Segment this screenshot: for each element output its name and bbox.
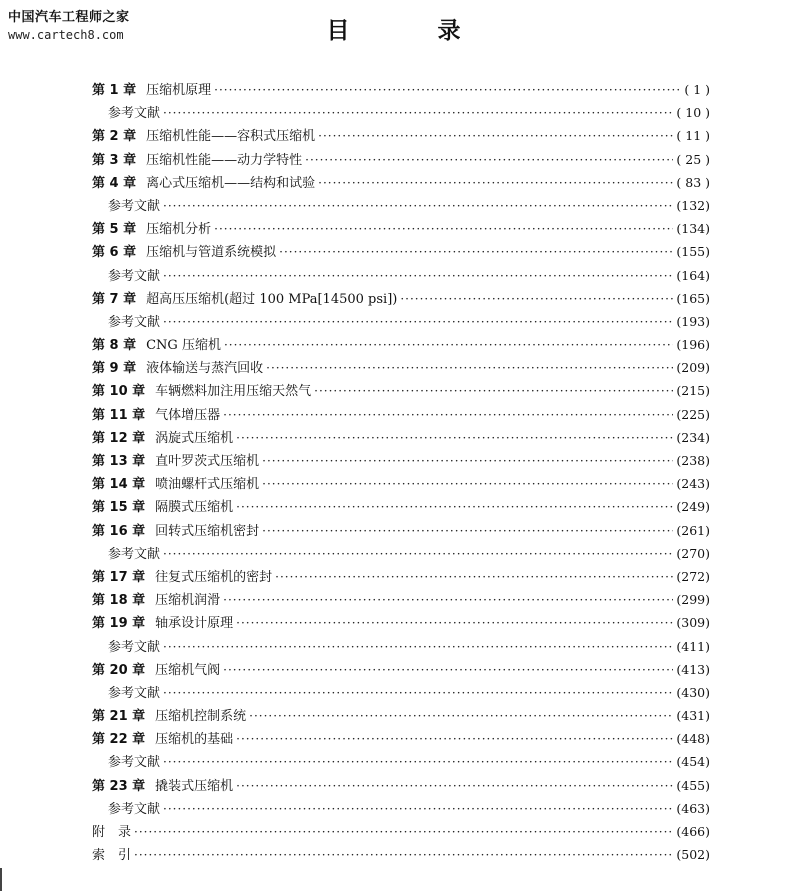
chapter-number: 第 12 章: [92, 430, 146, 446]
chapter-number: 第 10 章: [92, 384, 146, 400]
page-number: (455): [676, 777, 710, 793]
entry-title: 参考文献: [108, 314, 161, 330]
dot-leader: [262, 520, 673, 543]
chapter-number: 第 11 章: [92, 407, 146, 423]
toc-entry-chapter: [92, 356, 710, 379]
dot-leader: [163, 543, 673, 566]
toc-list: [92, 78, 710, 866]
toc-entry-chapter: [92, 78, 710, 101]
chapter-number: 第 17 章: [92, 569, 146, 585]
chapter-number: 第 23 章: [92, 778, 146, 794]
page-number: (164): [676, 267, 710, 283]
entry-title: 压缩机分析: [146, 222, 212, 238]
dot-leader: [275, 566, 673, 589]
toc-entry-chapter: [92, 426, 710, 449]
page-number: (448): [676, 731, 710, 747]
entry-title: 轴承设计原理: [155, 616, 234, 632]
toc-entry-chapter: [92, 472, 710, 495]
chapter-number: 第 9 章: [92, 361, 137, 377]
toc-entry-references: [92, 681, 710, 704]
toc-entry-chapter: [92, 124, 710, 147]
page-title: 目 录: [326, 18, 501, 44]
entry-title: 气体增压器: [155, 407, 221, 423]
entry-title: 喷油螺杆式压缩机: [155, 477, 260, 493]
chapter-number: 第 4 章: [92, 175, 137, 191]
toc-entry-chapter: [92, 519, 710, 542]
page-number: (309): [676, 615, 710, 631]
dot-leader: [163, 682, 673, 705]
entry-title: 压缩机气阀: [155, 662, 221, 678]
chapter-number: 第 18 章: [92, 593, 146, 609]
entry-title: 参考文献: [108, 801, 161, 817]
dot-leader: [236, 728, 673, 751]
chapter-number: 第 2 章: [92, 129, 137, 145]
page-number: ( 11 ): [676, 128, 710, 144]
dot-leader: [134, 844, 673, 867]
chapter-number: 第 8 章: [92, 338, 137, 354]
dot-leader: [163, 265, 673, 288]
entry-title: 参考文献: [108, 106, 161, 122]
dot-leader: [163, 636, 673, 659]
dot-leader: [279, 241, 673, 264]
entry-title: 压缩机性能——容积式压缩机: [146, 129, 316, 145]
page-number: (430): [676, 684, 710, 700]
toc-entry-chapter: [92, 658, 710, 681]
dot-leader: [318, 125, 673, 148]
chapter-number: 第 3 章: [92, 152, 137, 168]
toc-entry-references: [92, 310, 710, 333]
page-number: (413): [676, 661, 710, 677]
dot-leader: [314, 380, 673, 403]
page-number: (238): [676, 453, 710, 468]
dot-leader: [163, 195, 673, 218]
toc-entry-chapter: [92, 588, 710, 611]
toc-entry-chapter: [92, 148, 710, 171]
dot-leader: [400, 288, 673, 311]
toc-entry-chapter: [92, 495, 710, 518]
chapter-number: 第 22 章: [92, 732, 146, 748]
toc-entry-chapter: [92, 287, 710, 310]
chapter-number: 第 20 章: [92, 662, 146, 678]
margin-line: [0, 868, 2, 891]
toc-entry-chapter: [92, 704, 710, 727]
entry-title: 附 录: [92, 825, 132, 840]
dot-leader: [223, 659, 673, 682]
page-number: (243): [676, 476, 710, 492]
toc-entry-references: [92, 797, 710, 820]
page-number: (134): [676, 221, 710, 237]
dot-leader: [318, 172, 673, 195]
dot-leader: [262, 473, 673, 496]
entry-title: 车辆燃料加注用压缩天然气: [155, 384, 312, 400]
toc-entry-backmatter: [92, 843, 710, 866]
page-number: (454): [676, 754, 710, 770]
page-number: (270): [676, 545, 710, 561]
page-number: (209): [676, 360, 710, 376]
page-number: ( 83 ): [676, 174, 710, 190]
dot-leader: [163, 751, 673, 774]
toc-entry-references: [92, 750, 710, 773]
dot-leader: [134, 821, 673, 844]
dot-leader: [223, 589, 673, 612]
toc-entry-chapter: [92, 379, 710, 402]
toc-entry-references: [92, 635, 710, 658]
dot-leader: [262, 450, 673, 473]
dot-leader: [266, 357, 673, 380]
entry-title: 直叶罗茨式压缩机: [155, 454, 260, 469]
dot-leader: [214, 218, 673, 241]
page-number: (225): [676, 406, 710, 422]
entry-title: 参考文献: [108, 639, 161, 655]
toc-entry-chapter: [92, 217, 710, 240]
entry-title: 压缩机性能——动力学特性: [146, 152, 303, 168]
entry-title: 液体输送与蒸汽回收: [146, 361, 264, 377]
page-number: (132): [676, 197, 710, 213]
page-number: (234): [676, 429, 710, 445]
entry-title: 压缩机原理: [146, 83, 212, 98]
page-number: (466): [676, 824, 710, 839]
toc-entry-backmatter: [92, 820, 710, 843]
entry-title: 超高压压缩机(超过 100 MPa[14500 psi]): [146, 291, 398, 307]
entry-title: 回转式压缩机密封: [155, 523, 260, 539]
chapter-number: 第 13 章: [92, 454, 146, 469]
entry-title: 隔膜式压缩机: [155, 500, 234, 516]
toc-entry-chapter: [92, 774, 710, 797]
toc-entry-chapter: [92, 403, 710, 426]
toc-entry-references: [92, 542, 710, 565]
toc-entry-chapter: [92, 171, 710, 194]
dot-leader: [223, 404, 673, 427]
page-number: (165): [676, 290, 710, 306]
chapter-number: 第 16 章: [92, 523, 146, 539]
entry-title: 压缩机控制系统: [155, 709, 247, 725]
page-number: (299): [676, 592, 710, 608]
toc-entry-chapter: [92, 727, 710, 750]
page-number: (249): [676, 499, 710, 515]
dot-leader: [249, 705, 673, 728]
entry-title: 涡旋式压缩机: [155, 430, 234, 446]
dot-leader: [236, 427, 673, 450]
page-number: (411): [676, 638, 710, 654]
chapter-number: 第 5 章: [92, 222, 137, 238]
toc-entry-chapter: [92, 240, 710, 263]
toc-entry-chapter: [92, 333, 710, 356]
toc-entry-chapter: [92, 565, 710, 588]
entry-title: 往复式压缩机的密封: [155, 569, 273, 585]
chapter-number: 第 21 章: [92, 709, 146, 725]
chapter-number: 第 1 章: [92, 83, 137, 98]
entry-title: 压缩机润滑: [155, 593, 221, 609]
entry-title: 参考文献: [108, 268, 161, 284]
dot-leader: [214, 79, 681, 102]
dot-leader: [305, 149, 673, 172]
dot-leader: [163, 102, 673, 125]
toc-entry-chapter: [92, 449, 710, 472]
page-number: (196): [676, 337, 710, 353]
entry-title: 参考文献: [108, 198, 161, 214]
toc-entry-references: [92, 101, 710, 124]
dot-leader: [163, 798, 673, 821]
entry-title: 参考文献: [108, 685, 161, 701]
entry-title: 离心式压缩机——结构和试验: [146, 175, 316, 191]
entry-title: 参考文献: [108, 546, 161, 562]
entry-title: CNG 压缩机: [146, 338, 221, 354]
entry-title: 压缩机的基础: [155, 732, 234, 748]
chapter-number: 第 15 章: [92, 500, 146, 516]
dot-leader: [163, 311, 673, 334]
dot-leader: [236, 612, 673, 635]
toc-entry-references: [92, 264, 710, 287]
chapter-number: 第 14 章: [92, 477, 146, 493]
watermark-site-name: 中国汽车工程师之家: [8, 10, 130, 25]
page-number: (215): [676, 383, 710, 399]
watermark-url: www.cartech8.com: [8, 28, 124, 42]
page-number: ( 25 ): [676, 151, 710, 167]
page-number: ( 1 ): [684, 82, 710, 97]
dot-leader: [236, 775, 673, 798]
dot-leader: [236, 496, 673, 519]
entry-title: 参考文献: [108, 755, 161, 771]
page-number: (463): [676, 800, 710, 816]
chapter-number: 第 19 章: [92, 616, 146, 632]
chapter-number: 第 6 章: [92, 245, 137, 261]
chapter-number: 第 7 章: [92, 291, 137, 307]
dot-leader: [224, 334, 673, 357]
entry-title: 索 引: [92, 848, 132, 864]
page-number: (272): [676, 568, 710, 584]
page-number: (155): [676, 244, 710, 260]
page-number: (431): [676, 708, 710, 724]
page-number: ( 10 ): [676, 105, 710, 121]
entry-title: 压缩机与管道系统模拟: [146, 245, 277, 261]
toc-entry-chapter: [92, 611, 710, 634]
page-number: (261): [676, 522, 710, 538]
toc-entry-references: [92, 194, 710, 217]
page-number: (502): [676, 847, 710, 863]
page-number: (193): [676, 313, 710, 329]
entry-title: 撬装式压缩机: [155, 778, 234, 794]
